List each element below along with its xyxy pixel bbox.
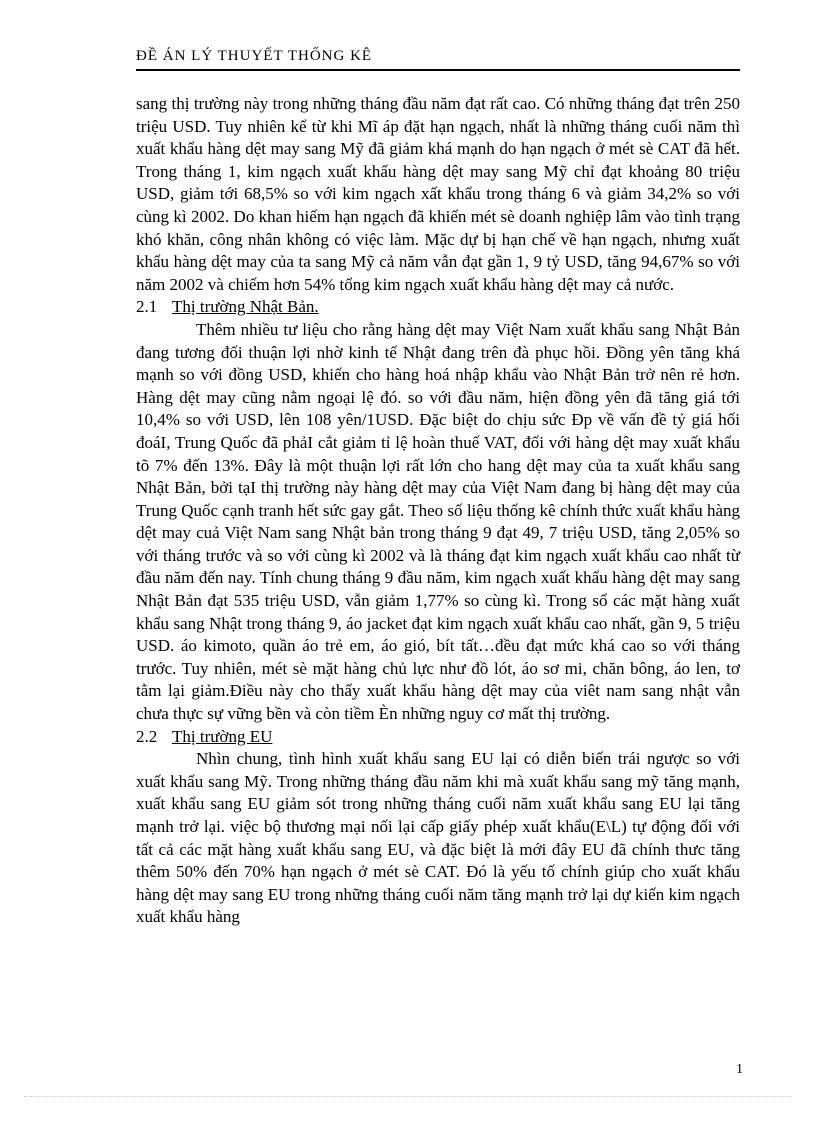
page-bottom-border — [24, 1096, 792, 1097]
paragraph-us-market-continued: sang thị trường này trong những tháng đầu năm đạt rất cao. Có những tháng đạt trên 250 triệu USD. Tuy nhiên kể từ khi Mĩ áp đặt hạn ngạch, nhất là những tháng cuối năm thì xuất khẩu hàng dệt may sang Mỹ đã giảm khá mạnh do hạn ngạch ở mét sè CAT đã hết. Trong tháng 1, kim ngạch xuất khẩu hàng dệt may sang Mỹ chỉ đạt khoảng 80 triệu USD, giảm tới 68,5% so với kim ngạch xất khẩu trong tháng 6 và giảm 34,2% so với cùng kì 2002. Do khan hiếm hạn ngạch đã khiến mét sè doanh nghiệp lâm vào tình trạng khó khăn, công nhân không có việc làm. Mặc dự bị hạn chế về hạn ngạch, nhưng xuất khẩu hàng dệt may của ta sang Mỹ cả năm vẫn đạt gần 1, 9 tỷ USD, tăng 94,67% so với năm 2002 và chiếm hơn 54% tổng kim ngạch xuất khẩu hàng dệt may cả nước. — [136, 94, 740, 294]
section-heading-eu — [136, 726, 740, 749]
paragraph-japan-market: Thêm nhiều tư liệu cho rằng hàng dệt may Việt Nam xuất khẩu sang Nhật Bản đang tương đối thuận lợi nhờ kinh tế Nhật đang trên đà phục hồi. Đồng yên tăng khá mạnh so với đồng USD, khiến cho hàng hoá nhập khẩu vào Nhật Bản trở nên rẻ hơn. Hàng dệt may cũng nằm ngoại lệ đó. so với đầu năm, hiện đồng yên đã tăng giá tới 10,4% so với USD, lên 108 yên/1USD. Đặc biệt do chịu sức Ðp về vấn đề tỷ giá hối đoáI, Trung Quốc đã phảI cắt giảm tỉ lệ hoàn thuế VAT, đối với hàng dệt may xuất khẩu tõ 7% đến 13%. Đây là một thuận lợi rất lớn cho hang dệt may của ta xuất khẩu sang Nhật Bản, bởi tạI thị trường này hàng dệt may của Việt Nam đang bị hàng dệt may của Trung Quốc cạnh tranh hết sức gay gắt. Theo số liệu thống kê chính thức xuất khẩu hàng dệt may cuả Việt Nam sang Nhật bản trong tháng 9 đạt 49, 7 triệu USD, tăng 2,05% so với tháng trước và so với cùng kì 2002 và là tháng đạt kim ngạch xuất khẩu cao nhất từ đầu năm đến nay. Tính chung tháng 9 đầu năm, kim ngạch xuất khẩu hàng dệt may sang Nhật Bản đạt 535 triệu USD, vẫn giảm 1,77% so cùng kì. Trong số các mặt hàng xuất khẩu sang Nhật trong tháng 9, áo jacket đạt kim ngạch xuất khẩu cao nhất, gần 9, 5 triệu USD. áo kimoto, quần áo trẻ em, áo gió, bít tất…đều đạt mức khá cao so với tháng trước. Tuy nhiên, mét sè mặt hàng chủ lực như đồ lót, áo sơ mi, chăn bông, áo len, tơ tằm lại giảm.Điều này cho thấy xuất khẩu hàng dệt may của viêt nam sang nhật vẫn chưa thực sự vững bền và còn tiềm Èn những nguy cơ mất thị trường. — [136, 319, 740, 724]
section-number: 2.2 — [136, 726, 158, 746]
header-title: ĐỀ ÁN LÝ THUYẾT THỐNG KÊ — [136, 48, 373, 64]
section-title: Thị trường Nhật Bản. — [172, 297, 319, 317]
section-number: 2.1 — [136, 297, 158, 317]
document-body — [136, 93, 740, 929]
paragraph-eu-market: Nhìn chung, tình hình xuất khẩu sang EU lại có diễn biến trái ngược so với xuất khẩu sang Mỹ. Trong những tháng đầu năm khi mà xuất khẩu sang mỹ tăng mạnh, xuất khẩu sang EU giảm sót trong những tháng cuối năm xuất khẩu sang EU lại tăng mạnh trở lại. việc bộ thương mại nối lại cấp giấy phép xuất khẩu(E\L) tự động đối với tất cả các mặt hàng xuất khẩu sang EU, và đặc biệt là mới đây EU đã chính thưc tăng thêm 50% đến 70% hạn ngạch ở mét sè CAT. Đó là yếu tố chính giúp cho xuất khẩu hàng dệt may sang EU trong những tháng cuối năm tăng mạnh trở lại dự kiến kim ngạch xuất khẩu hàng — [136, 749, 740, 927]
section-title: Thị trường EU — [172, 726, 273, 746]
page-number: 1 — [736, 1062, 743, 1077]
section-heading-japan — [136, 296, 740, 319]
page-header — [136, 48, 740, 71]
